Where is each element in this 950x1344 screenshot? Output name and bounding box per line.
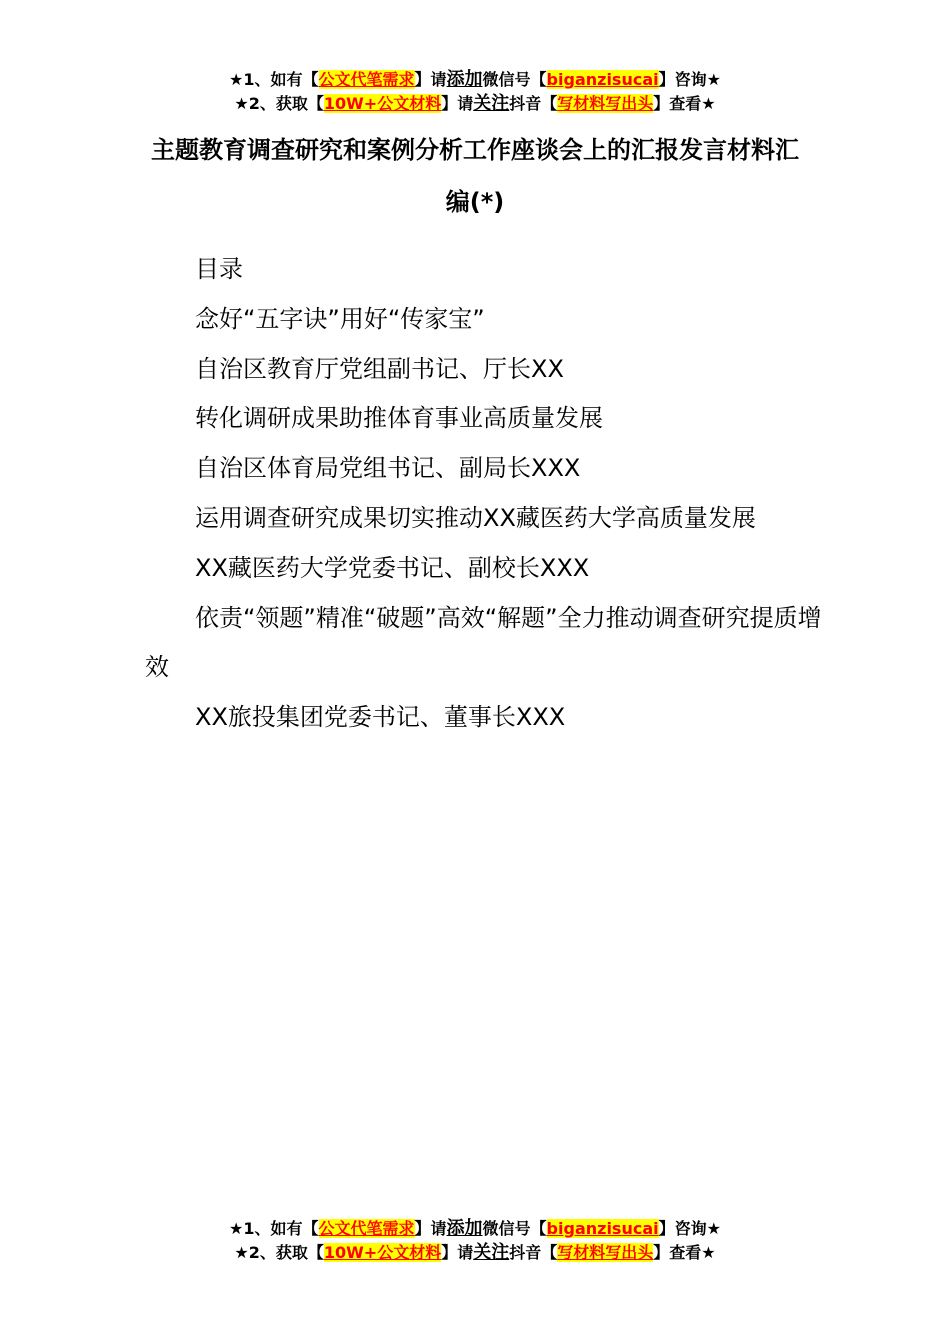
banner-text: 】查看★ bbox=[653, 94, 716, 113]
header-banner bbox=[0, 68, 950, 116]
banner-text: 】请 bbox=[441, 94, 474, 113]
toc-heading: 目录 bbox=[195, 255, 243, 283]
banner-text: 】查看★ bbox=[653, 1243, 716, 1262]
banner-text: ★2、获取【 bbox=[234, 1243, 324, 1262]
emphasis-text: 添加 bbox=[446, 69, 483, 90]
toc-entry: 依责“领题”精准“破题”高效“解题”全力推动调查研究提质增效 bbox=[145, 603, 822, 682]
emphasis-text: 关注 bbox=[473, 93, 510, 114]
banner-text: 】咨询★ bbox=[658, 1219, 721, 1238]
banner-text: 】请 bbox=[441, 1243, 474, 1262]
highlight-text: 10W+公文材料 bbox=[323, 1243, 442, 1262]
toc-entry: 念好“五字诀”用好“传家宝” bbox=[195, 304, 485, 333]
banner-text: 抖音【 bbox=[509, 1243, 558, 1262]
header-line-2 bbox=[0, 92, 950, 116]
banner-text: ★2、获取【 bbox=[234, 94, 324, 113]
banner-text: 】请 bbox=[414, 1219, 447, 1238]
banner-text: 微信号【 bbox=[482, 1219, 547, 1238]
footer-line-2 bbox=[0, 1241, 950, 1265]
banner-text: 抖音【 bbox=[509, 94, 558, 113]
banner-text: ★1、如有【 bbox=[229, 70, 319, 89]
highlight-text: biganzisucai bbox=[546, 70, 659, 89]
document-title: 主题教育调查研究和案例分析工作座谈会上的汇报发言材料汇编(*) bbox=[151, 136, 799, 216]
banner-text: 】请 bbox=[414, 70, 447, 89]
highlight-text: 公文代笔需求 bbox=[318, 1219, 415, 1238]
footer-line-1 bbox=[0, 1217, 950, 1241]
toc-entry: 自治区教育厅党组副书记、厅长XX bbox=[195, 354, 564, 383]
highlight-text: 公文代笔需求 bbox=[318, 70, 415, 89]
footer-banner bbox=[0, 1217, 950, 1265]
toc-entry: 转化调研成果助推体育事业高质量发展 bbox=[195, 404, 603, 433]
header-line-1 bbox=[0, 68, 950, 92]
highlight-text: 10W+公文材料 bbox=[323, 94, 442, 113]
highlight-text: 写材料写出头 bbox=[557, 1243, 654, 1262]
banner-text: 】咨询★ bbox=[658, 70, 721, 89]
highlight-text: 写材料写出头 bbox=[557, 94, 654, 113]
highlight-text: biganzisucai bbox=[546, 1219, 659, 1238]
banner-text: ★1、如有【 bbox=[229, 1219, 319, 1238]
toc-entry: XX藏医药大学党委书记、副校长XXX bbox=[195, 553, 590, 582]
toc-entry: XX旅投集团党委书记、董事长XXX bbox=[195, 703, 566, 732]
toc-entry: 运用调查研究成果切实推动XX藏医药大学高质量发展 bbox=[195, 503, 756, 532]
table-of-contents bbox=[145, 245, 825, 743]
emphasis-text: 关注 bbox=[473, 1242, 510, 1263]
banner-text: 微信号【 bbox=[482, 70, 547, 89]
emphasis-text: 添加 bbox=[446, 1218, 483, 1239]
toc-entry: 自治区体育局党组书记、副局长XXX bbox=[195, 454, 581, 483]
